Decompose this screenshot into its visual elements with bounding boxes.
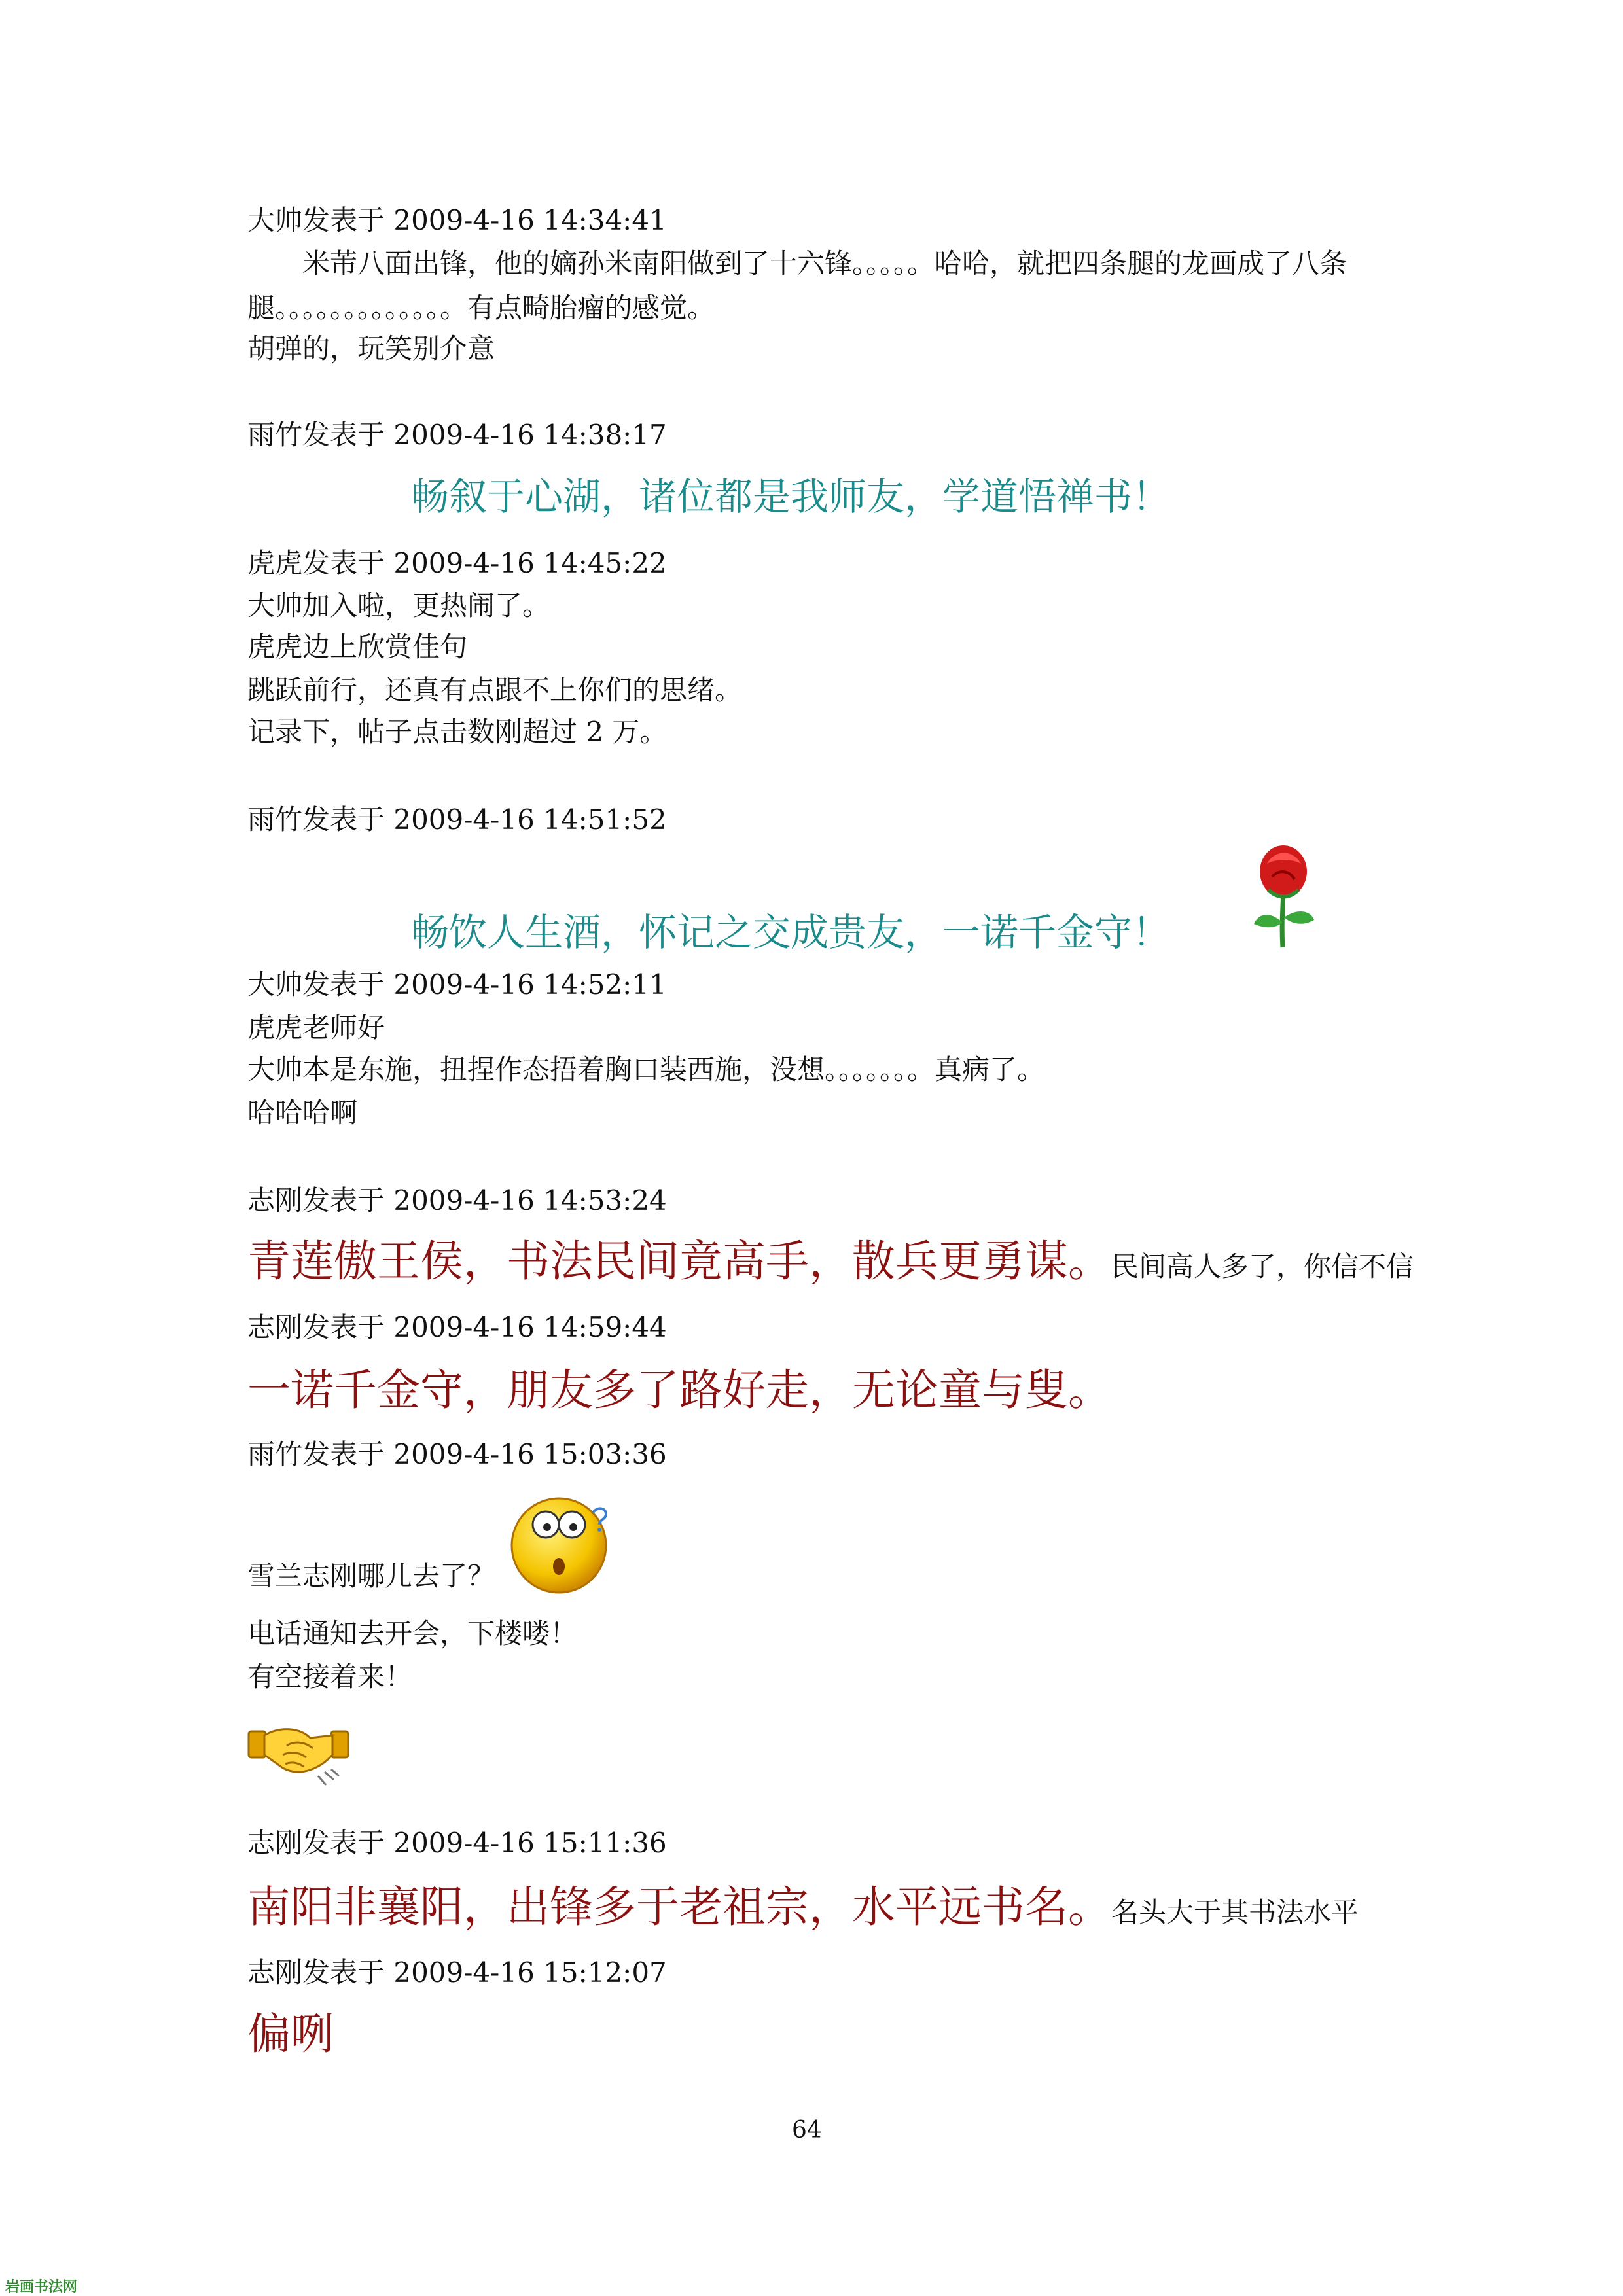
post-text-line: 虎虎老师好 xyxy=(247,1012,385,1044)
poem-row xyxy=(247,1882,1359,1932)
post-text-line: 虎虎边上欣赏佳句 xyxy=(247,631,468,663)
rose-icon xyxy=(1249,844,1318,949)
post-meta: 雨竹发表于 2009-4-16 14:38:17 xyxy=(247,419,667,451)
post-text-line: 大帅本是东施，扭捏作态捂着胸口装西施，没想。。。。。。。真病了。 xyxy=(247,1053,1045,1086)
post-text-line: 跳跃前行，还真有点跟不上你们的思绪。 xyxy=(247,674,743,706)
handshake-icon xyxy=(247,1712,349,1792)
post-text-line: 有空接着来！ xyxy=(247,1661,413,1693)
post-text-line: 胡弹的，玩笑别介意 xyxy=(247,332,495,364)
poem-line: 畅叙于心湖，诸位都是我师友，学道悟禅书！ xyxy=(411,474,1171,519)
post-meta: 虎虎发表于 2009-4-16 14:45:22 xyxy=(247,547,667,579)
post-meta: 志刚发表于 2009-4-16 15:11:36 xyxy=(247,1827,667,1859)
confused-face-icon xyxy=(508,1487,616,1595)
post-text-line: 米芾八面出锋，他的嫡孙米南阳做到了十六锋。。。。。哈哈，就把四条腿的龙画成了八条 xyxy=(302,247,1347,279)
poem-row xyxy=(247,1236,1414,1286)
post-text-line: 腿。。。。。。。。。。。。。有点畸胎瘤的感觉。 xyxy=(247,292,715,324)
post-meta: 志刚发表于 2009-4-16 14:53:24 xyxy=(247,1184,667,1216)
post-meta: 大帅发表于 2009-4-16 14:52:11 xyxy=(247,968,667,1000)
post-text-line: 雪兰志刚哪儿去了？ xyxy=(247,1560,495,1592)
post-text-line: 哈哈哈啊 xyxy=(247,1097,358,1129)
post-meta: 雨竹发表于 2009-4-16 15:03:36 xyxy=(247,1438,667,1470)
poem-line: 青莲傲王侯，书法民间竟高手，散兵更勇谋。 xyxy=(247,1236,1111,1286)
poem-line: 畅饮人生酒，怀记之交成贵友，一诺千金守！ xyxy=(411,910,1171,955)
poem-line: 南阳非襄阳，出锋多于老祖宗，水平远书名。 xyxy=(247,1882,1111,1932)
post-meta: 志刚发表于 2009-4-16 14:59:44 xyxy=(247,1311,667,1343)
post-text-line: 记录下，帖子点击数刚超过 2 万。 xyxy=(247,716,668,748)
post-text-line: 大帅加入啦，更热闹了。 xyxy=(247,590,550,622)
post-meta: 志刚发表于 2009-4-16 15:12:07 xyxy=(247,1956,667,1988)
post-text-line: 电话通知去开会，下楼喽！ xyxy=(247,1617,578,1650)
site-watermark: 岩画书法网 xyxy=(5,2279,78,2295)
page-number: 64 xyxy=(792,2117,822,2144)
poem-line: 偏咧 xyxy=(247,2009,334,2059)
poem-line: 一诺千金守，朋友多了路好走，无论童与叟。 xyxy=(247,1365,1111,1415)
post-note: 名头大于其书法水平 xyxy=(1111,1896,1359,1928)
post-meta: 雨竹发表于 2009-4-16 14:51:52 xyxy=(247,804,667,836)
post-note: 民间高人多了，你信不信 xyxy=(1111,1250,1414,1282)
post-meta: 大帅发表于 2009-4-16 14:34:41 xyxy=(247,204,667,236)
